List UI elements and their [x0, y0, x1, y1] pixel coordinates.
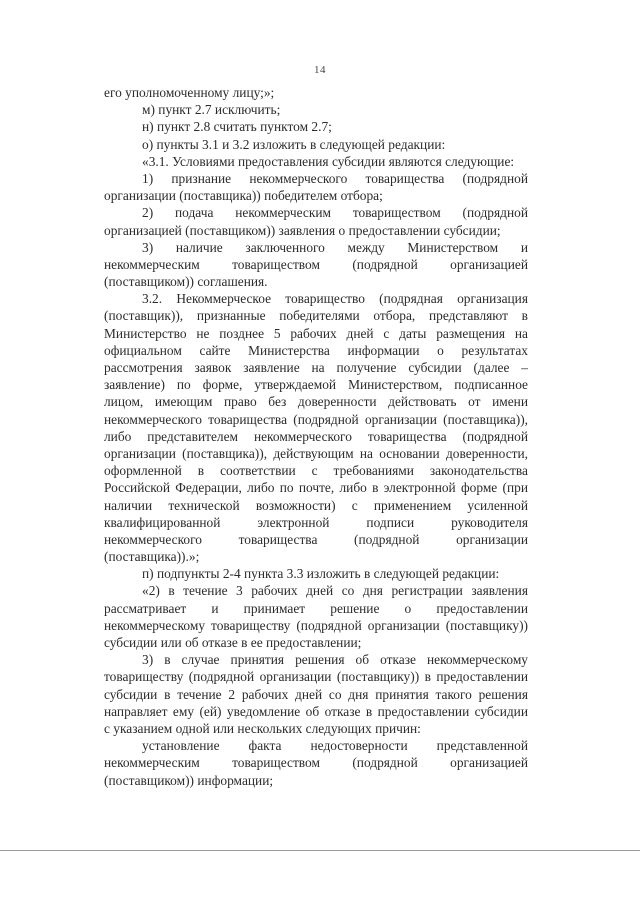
text-line: (поставщиком)) информации; [104, 772, 274, 788]
text-line: квалифицированной электронной подписи руководителя [104, 514, 528, 530]
text-line: некоммерческого товарищества (подрядной организации (поставщика)), [104, 411, 528, 427]
text-line: направляет ему (ей) уведомление об отказе в предоставлении субсидии [104, 703, 528, 719]
document-body [104, 84, 528, 789]
text-line: 1) признание некоммерческого товарищества (подрядной [142, 170, 528, 186]
text-line: (поставщик)), признанные победителями отбора, представляют в [104, 308, 528, 324]
text-line: н) пункт 2.8 считать пунктом 2.7; [142, 119, 332, 135]
text-line: либо представителем некоммерческого товарищества (подрядной [104, 428, 528, 444]
bottom-divider [0, 850, 640, 851]
text-line: официальном сайте Министерства информации о результатах [104, 342, 528, 358]
text-line: (поставщика)).»; [104, 549, 200, 565]
text-line: (поставщиком)) соглашения. [104, 274, 268, 290]
text-line: организации (поставщика)) победителем отбора; [104, 188, 383, 204]
text-line: «3.1. Условиями предоставления субсидии являются следующие: [142, 153, 515, 169]
page-number: 14 [314, 64, 326, 76]
text-line: рассмотрения заявок заявление на получение субсидии (далее – [104, 360, 528, 375]
text-line: «2) в течение 3 рабочих дней со дня регистрации заявления [142, 583, 528, 599]
text-line: 3.2. Некоммерческое товарищество (подрядная организация [142, 291, 528, 307]
text-line: субсидии или об отказе в ее предоставлении; [104, 635, 362, 650]
text-line: м) пункт 2.7 исключить; [142, 102, 281, 118]
text-line: о) пункты 3.1 и 3.2 изложить в следующей редакции: [142, 136, 446, 152]
text-line: субсидии в течение 2 рабочих дней со дня принятия такого решения [104, 686, 528, 702]
text-line: 2) подача некоммерческим товариществом (подрядной [142, 205, 528, 221]
text-line: некоммерческого товарищества (подрядной организации [104, 531, 528, 547]
text-line: его уполномоченному лицу;»; [104, 85, 275, 100]
text-line: лицом, имеющим право без доверенности действовать от имени [104, 394, 528, 410]
text-line: некоммерческому товариществу (подрядной организации (поставщику)) [104, 617, 528, 633]
text-line: Российской Федерации, либо по почте, либо в электронной форме (при [104, 480, 528, 496]
text-line: рассматривает и принимает решение о предоставлении [104, 600, 528, 616]
text-line: оформленной в соответствии с требованиями законодательства [104, 463, 528, 479]
text-line: некоммерческим товариществом (подрядной организацией [104, 755, 528, 771]
text-line: товариществу (подрядной организации (поставщику)) в предоставлении [104, 669, 528, 685]
text-line: Министерство не позднее 5 рабочих дней с даты размещения на [104, 325, 528, 341]
text-line: организации (поставщика)), действующим на основании доверенности, [104, 445, 528, 461]
text-line: установление факта недостоверности представленной [142, 738, 528, 754]
text-line: некоммерческим товариществом (подрядной организацией [104, 256, 528, 272]
text-line: с указанием одной или нескольких следующих причин: [104, 720, 421, 736]
text-line: заявление) по форме, утверждаемой Министерством, подписанное [104, 377, 528, 393]
text-line: п) подпункты 2-4 пункта 3.3 изложить в следующей редакции: [142, 566, 500, 582]
text-line: наличии технической возможности) с применением усиленной [104, 497, 528, 513]
text-line: 3) в случае принятия решения об отказе некоммерческому [142, 652, 528, 668]
text-line: 3) наличие заключенного между Министерством и [142, 239, 528, 255]
text-line: организацией (поставщиком)) заявления о предоставлении субсидии; [104, 222, 501, 238]
